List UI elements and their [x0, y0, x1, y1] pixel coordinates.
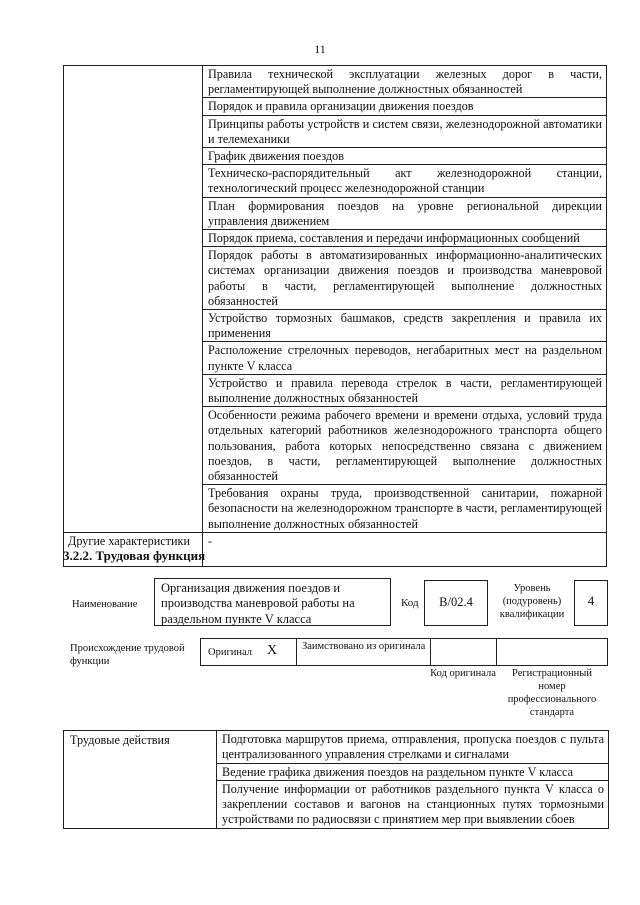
reg-number-cell [496, 638, 608, 666]
labor-function-code: В/02.4 [424, 580, 488, 626]
borrowed-cell [296, 638, 431, 666]
qualification-level-label: Уровень (подуровень) квалификации [499, 583, 565, 620]
knowledge-item: Особенности режима рабочего времени и времени отдыха, условий труда отдельных категорий работников железнодорожного транспорта общего пользования, работа которых непосредственно связана с движением поездов, в части, регламентирующей выполнение должностных обязанностей [203, 407, 607, 485]
page-number: 11 [314, 42, 326, 56]
knowledge-item: Расположение стрелочных переводов, негабаритных мест на раздельном пункте V класса [203, 342, 607, 374]
knowledge-label-cell [64, 66, 203, 533]
original-label: Оригинал [208, 647, 252, 658]
labor-function-name: Организация движения поездов и производства маневровой работы на раздельном пункте V класса [154, 578, 391, 626]
borrowed-label: Заимствовано из оригинала [302, 641, 426, 652]
knowledge-item: Принципы работы устройств и систем связи, железнодорожной автоматики и телемеханики [203, 115, 607, 147]
labor-actions-table [63, 730, 609, 829]
name-label: Наименование [72, 599, 138, 610]
knowledge-item: Требования охраны труда, производственной санитарии, пожарной безопасности на железнодорожном транспорте в части, регламентирующей выполнение должностных обязанностей [203, 485, 607, 533]
labor-action-row [64, 731, 609, 764]
qualification-level-value: 4 [574, 580, 608, 626]
knowledge-item: Порядок и правила организации движения поездов [203, 98, 607, 115]
knowledge-item: Техническо-распорядительный акт железнодорожной станции, технологический процесс железнодорожной станции [203, 165, 607, 197]
original-mark: X [267, 643, 278, 658]
knowledge-row [64, 66, 607, 98]
knowledge-item: Порядок приема, составления и передачи информационных сообщений [203, 230, 607, 247]
labor-actions-label: Трудовые действия [64, 731, 217, 829]
origin-code-caption: Код оригинала [430, 668, 496, 679]
knowledge-item: Правила технической эксплуатации железных дорог в части, регламентирующей выполнение должностных обязанностей [203, 66, 607, 98]
knowledge-item: Устройство тормозных башмаков, средств закрепления и правила их применения [203, 310, 607, 342]
other-characteristics-value: - [203, 532, 607, 566]
origin-label: Происхождение трудовой функции [70, 643, 185, 667]
reg-number-caption: Регистрационный номер профессионального стандарта [507, 668, 597, 718]
code-label: Код [401, 597, 419, 609]
other-characteristics-label: Другие характеристики [64, 532, 203, 566]
labor-action-item: Получение информации от работников раздельного пункта V класса о закреплении составов и вагонов на станционных путях тормозными устройствами по радиосвязи с принятием мер при выявлении сбоев [217, 780, 609, 828]
origin-code-cell [430, 638, 497, 666]
labor-action-item: Подготовка маршрутов приема, отправления, пропуска поездов с пульта централизованного управления стрелками и сигналами [217, 731, 609, 764]
knowledge-table [63, 65, 607, 567]
knowledge-item: График движения поездов [203, 148, 607, 165]
knowledge-item: Порядок работы в автоматизированных информационно-аналитических системах организации движения поездов и производства маневровой работы в части, регламентирующей выполнение должностных обязанностей [203, 247, 607, 310]
labor-function-heading: 3.2.2. Трудовая функция [63, 548, 206, 563]
labor-action-item: Ведение графика движения поездов на раздельном пункте V класса [217, 763, 609, 780]
knowledge-item: План формирования поездов на уровне региональной дирекции управления движением [203, 197, 607, 229]
original-cell [200, 638, 297, 666]
knowledge-item: Устройство и правила перевода стрелок в части, регламентирующей выполнение должностных обязанностей [203, 374, 607, 406]
